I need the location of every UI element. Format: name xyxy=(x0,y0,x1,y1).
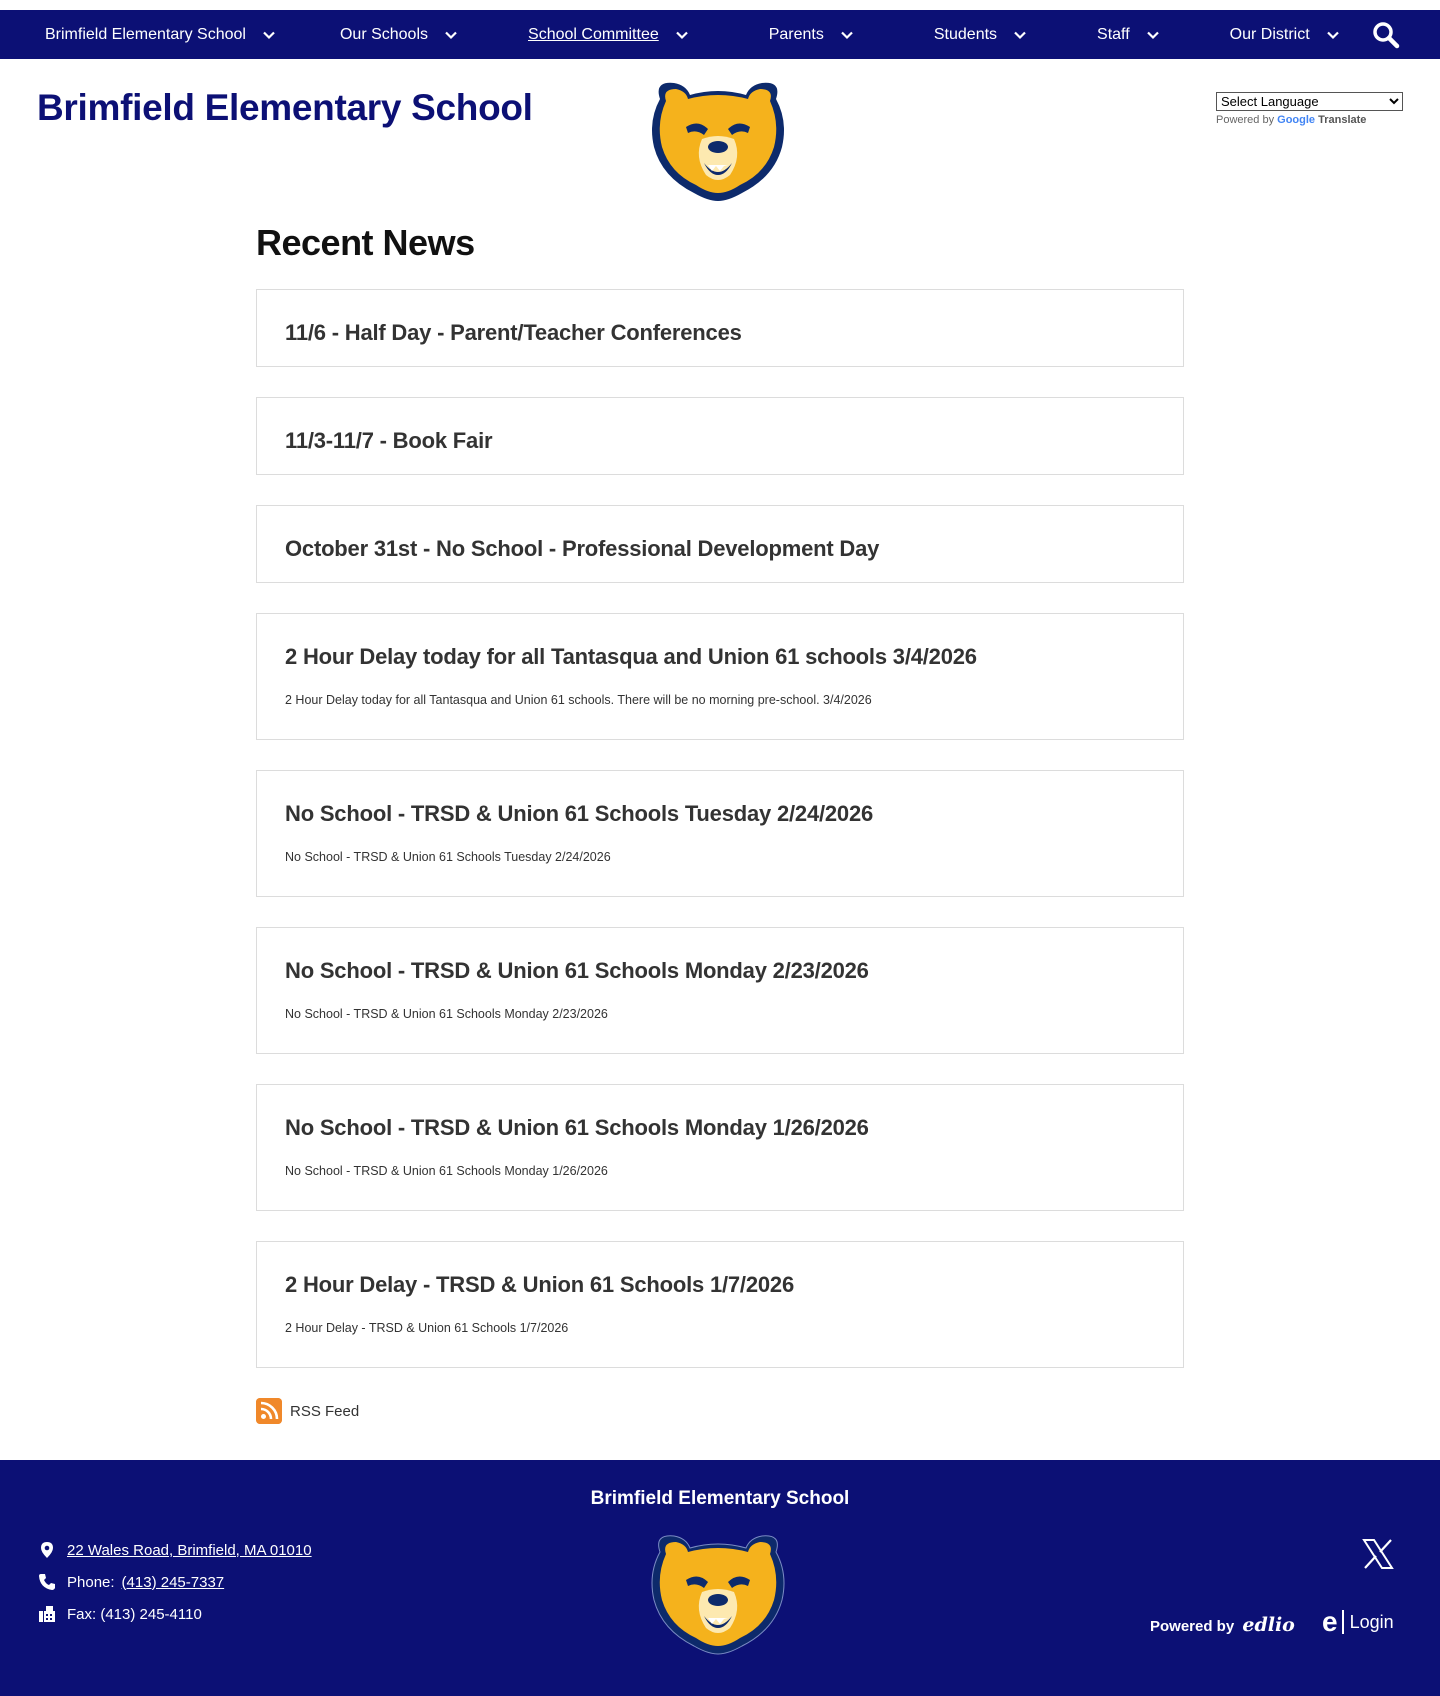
news-title[interactable]: No School - TRSD & Union 61 Schools Tuesday 2/24/2026 xyxy=(285,801,874,826)
news-item[interactable] xyxy=(256,613,1184,740)
phone-label: Phone: xyxy=(67,1573,115,1591)
main-content xyxy=(256,222,1184,1424)
nav-item-label: Parents xyxy=(768,25,824,43)
nav-item-label: School Committee xyxy=(528,25,659,43)
translate-link[interactable]: Translate xyxy=(1318,114,1367,126)
site-header xyxy=(0,59,1440,209)
address-link[interactable]: 22 Wales Road, Brimfield, MA 01010 xyxy=(67,1541,312,1559)
footer-title: Brimfield Elementary School xyxy=(590,1488,850,1509)
rss-feed-label: RSS Feed xyxy=(290,1402,360,1420)
powered-by-edlio[interactable] xyxy=(1150,1614,1295,1636)
rss-feed-link[interactable] xyxy=(256,1398,1184,1424)
news-item[interactable] xyxy=(256,505,1184,583)
language-select[interactable] xyxy=(1216,92,1403,111)
news-summary: No School - TRSD & Union 61 Schools Tuesday 2/24/2026 xyxy=(285,850,611,864)
site-title[interactable]: Brimfield Elementary School xyxy=(37,87,533,128)
nav-item-students[interactable] xyxy=(934,26,1027,44)
powered-by-text: Powered by xyxy=(1150,1618,1235,1635)
site-footer xyxy=(0,1460,1440,1696)
bear-logo xyxy=(646,1530,790,1656)
nav-item-label: Our District xyxy=(1229,25,1310,43)
chevron-down-icon[interactable] xyxy=(840,28,854,42)
news-summary: No School - TRSD & Union 61 Schools Monday 1/26/2026 xyxy=(285,1164,608,1178)
chevron-down-icon[interactable] xyxy=(1146,28,1160,42)
news-title[interactable]: 2 Hour Delay - TRSD & Union 61 Schools 1/7/2026 xyxy=(285,1272,794,1297)
nav-item-our-district[interactable] xyxy=(1230,26,1340,44)
edlio-logo: edlio xyxy=(1242,1614,1295,1636)
news-summary: 2 Hour Delay - TRSD & Union 61 Schools 1/7/2026 xyxy=(285,1321,569,1335)
powered-by-text: Powered by xyxy=(1216,114,1275,126)
chevron-down-icon[interactable] xyxy=(444,28,458,42)
nav-item-staff[interactable] xyxy=(1097,26,1160,44)
news-item[interactable] xyxy=(256,927,1184,1054)
news-item[interactable] xyxy=(256,770,1184,897)
contact-info xyxy=(38,1534,312,1630)
news-title[interactable]: 11/3-11/7 - Book Fair xyxy=(285,428,493,453)
chevron-down-icon[interactable] xyxy=(1326,28,1340,42)
x-twitter-icon[interactable] xyxy=(1362,1538,1394,1570)
phone-icon xyxy=(38,1573,56,1591)
news-item[interactable] xyxy=(256,1241,1184,1368)
nav-item-parents[interactable] xyxy=(769,26,854,44)
fax-text: Fax: (413) 245-4110 xyxy=(67,1605,202,1623)
news-title[interactable]: No School - TRSD & Union 61 Schools Monday 2/23/2026 xyxy=(285,958,869,983)
google-logo: Google xyxy=(1277,114,1316,126)
phone-row xyxy=(38,1566,312,1598)
nav-item-brimfield[interactable] xyxy=(45,26,276,44)
google-translate-widget xyxy=(1216,92,1403,126)
nav-item-label: Staff xyxy=(1097,25,1130,43)
edlio-e-icon: e xyxy=(1322,1606,1338,1637)
news-item[interactable] xyxy=(256,397,1184,475)
main-nav xyxy=(0,10,1440,59)
news-item[interactable] xyxy=(256,289,1184,367)
login-label: Login xyxy=(1349,1611,1394,1632)
nav-item-our-schools[interactable] xyxy=(340,26,458,44)
page-title: Recent News xyxy=(256,222,475,263)
news-summary: 2 Hour Delay today for all Tantasqua and Union 61 schools. There will be no morning pre-school. 3/4/2026 xyxy=(285,693,872,707)
bear-logo[interactable] xyxy=(646,77,790,203)
news-title[interactable]: 11/6 - Half Day - Parent/Teacher Conferences xyxy=(285,320,742,345)
fax-row xyxy=(38,1598,312,1630)
chevron-down-icon[interactable] xyxy=(675,28,689,42)
divider xyxy=(1342,1610,1344,1634)
news-summary: No School - TRSD & Union 61 Schools Monday 2/23/2026 xyxy=(285,1007,608,1021)
nav-item-label: Students xyxy=(933,25,998,43)
rss-icon xyxy=(256,1398,282,1424)
nav-item-label: Our Schools xyxy=(339,25,429,43)
address-row xyxy=(38,1534,312,1566)
powered-by-google xyxy=(1216,114,1403,126)
chevron-down-icon[interactable] xyxy=(1013,28,1027,42)
phone-link[interactable]: (413) 245-7337 xyxy=(121,1573,225,1591)
map-pin-icon xyxy=(38,1541,56,1559)
nav-item-school-committee[interactable] xyxy=(528,26,689,44)
news-title[interactable]: No School - TRSD & Union 61 Schools Monday 1/26/2026 xyxy=(285,1115,869,1140)
news-item[interactable] xyxy=(256,1084,1184,1211)
news-title[interactable]: October 31st - No School - Professional Development Day xyxy=(285,536,880,561)
fax-icon xyxy=(38,1605,56,1623)
search-icon[interactable] xyxy=(1372,21,1400,49)
login-link[interactable] xyxy=(1322,1606,1394,1638)
chevron-down-icon[interactable] xyxy=(262,28,276,42)
nav-item-label: Brimfield Elementary School xyxy=(45,25,246,43)
news-title[interactable]: 2 Hour Delay today for all Tantasqua and Union 61 schools 3/4/2026 xyxy=(285,644,977,669)
